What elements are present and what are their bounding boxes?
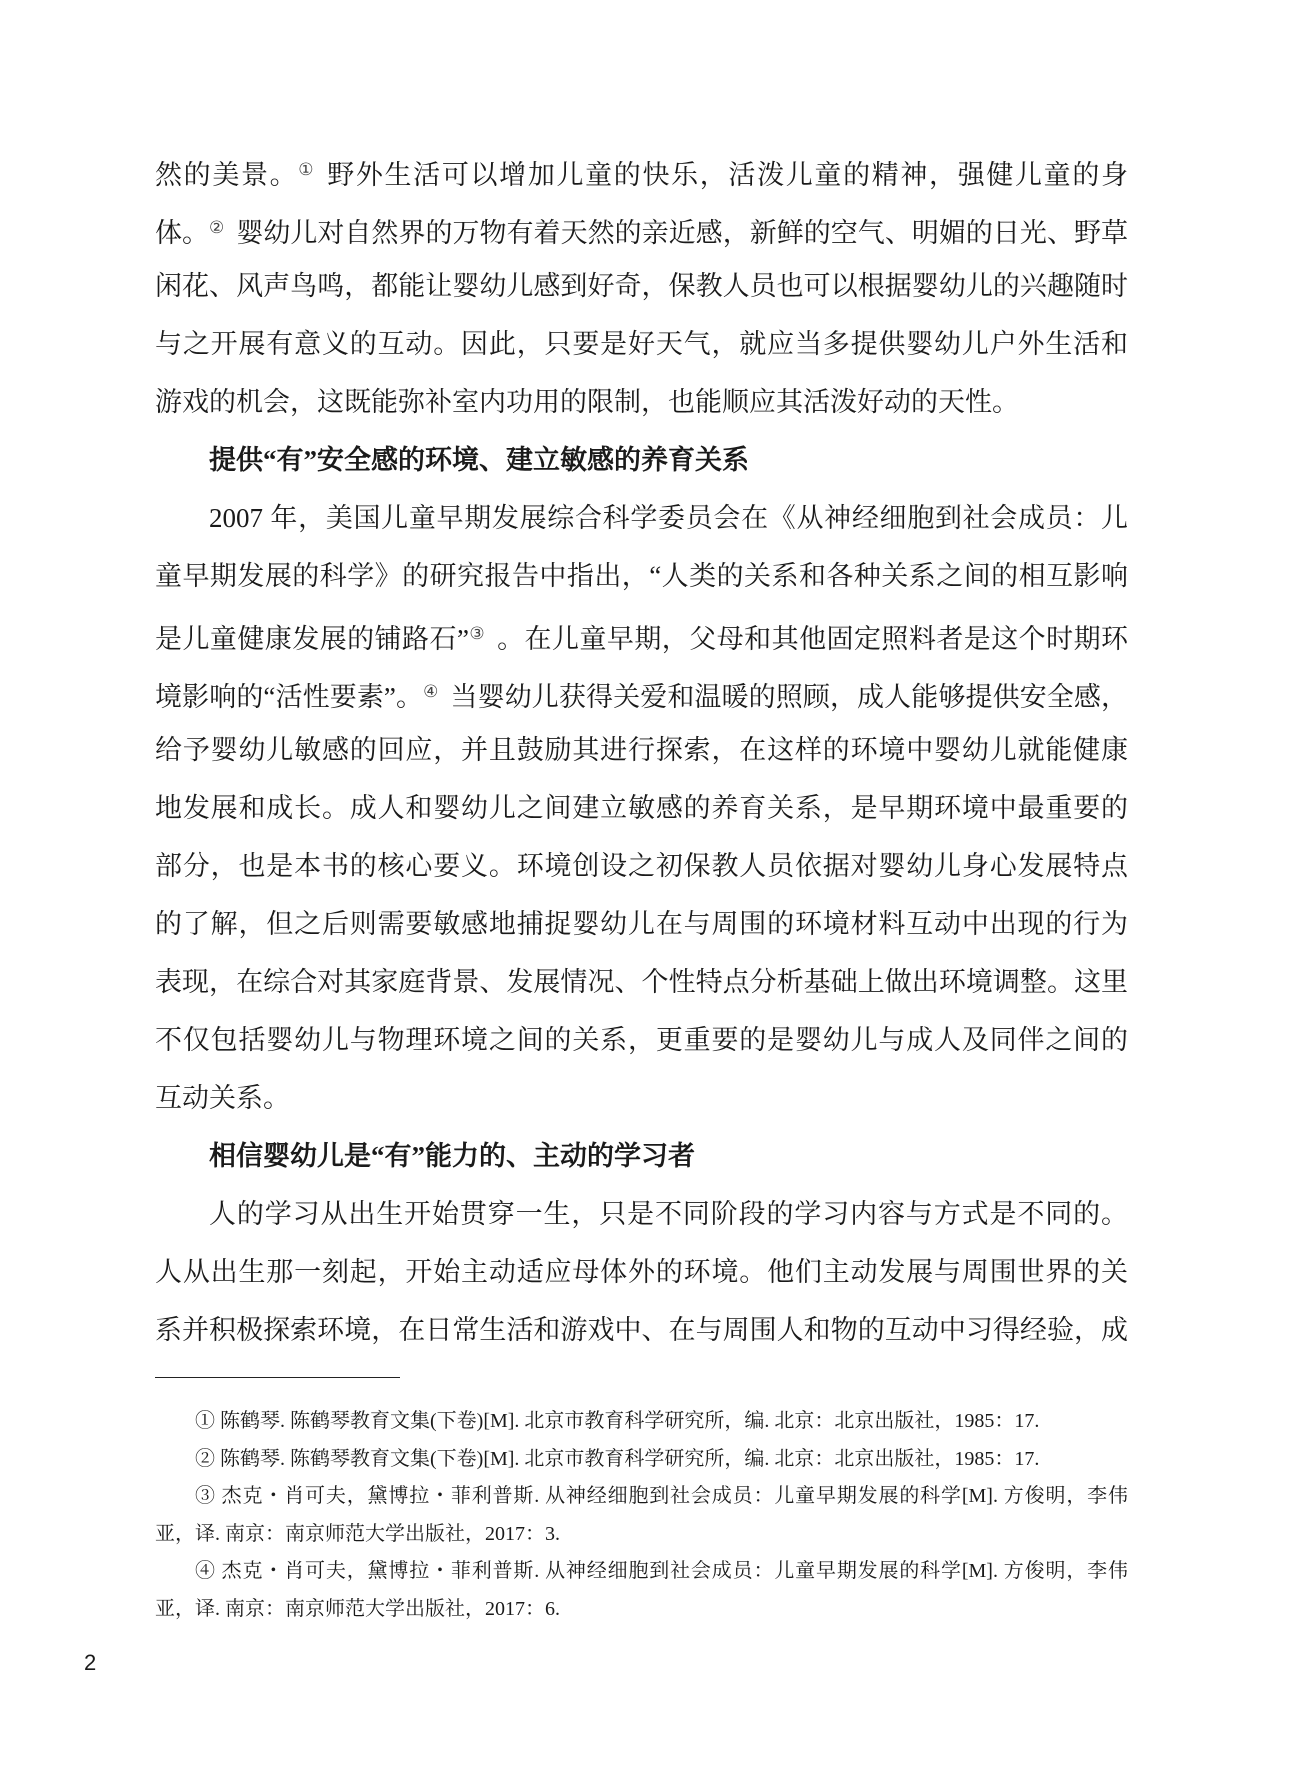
text-run: 闲花、风声鸟鸣，都能让婴幼儿感到好奇，保教人员也可以根据婴幼儿的兴趣随时 — [155, 271, 1128, 301]
text-run: 互动关系。 — [155, 1083, 290, 1113]
page-number: 2 — [84, 1650, 97, 1675]
text-run: 表现，在综合对其家庭背景、发展情况、个性特点分析基础上做出环境调整。这里 — [155, 967, 1128, 997]
body-line — [155, 547, 1128, 605]
text-run: 境影响的“活性要素”。 — [155, 682, 424, 712]
body-line — [155, 663, 1128, 721]
text-run: 提供“有”安全感的环境、建立敏感的养育关系 — [209, 445, 749, 475]
body-line — [155, 257, 1128, 315]
footnote-line: 亚，译. 南京：南京师范大学出版社，2017：3. — [155, 1522, 560, 1545]
footnote-ref[interactable]: ④ — [423, 682, 439, 701]
text-run: 2007 年，美国儿童早期发展综合科学委员会在《从神经细胞到社会成员：儿 — [209, 503, 1128, 533]
text-run: 游戏的机会，这既能弥补室内功用的限制，也能顺应其活泼好动的天性。 — [155, 387, 1019, 417]
footnote-line: ① 陈鹤琴. 陈鹤琴教育文集(下卷)[M]. 北京市教育科学研究所，编. 北京：北京出版社，1985：17. — [195, 1410, 1040, 1432]
body-line — [155, 373, 1128, 431]
text-run: 部分，也是本书的核心要义。环境创设之初保教人员依据对婴幼儿身心发展特点 — [155, 851, 1128, 881]
text-run: 童早期发展的科学》的研究报告中指出，“人类的关系和各种关系之间的相互影响 — [155, 561, 1128, 591]
body-line — [155, 953, 1128, 1011]
text-run: 当婴幼儿获得关爱和温暖的照顾，成人能够提供安全感， — [450, 682, 1129, 712]
footnotes — [155, 1403, 1128, 1629]
footnote-line: ③ 杰克・肖可夫，黛博拉・菲利普斯. 从神经细胞到社会成员：儿童早期发展的科学[M]. 方俊明，李伟 — [195, 1485, 1128, 1508]
body-line — [155, 895, 1128, 953]
text-run: 体。 — [155, 218, 210, 248]
text-run: 与之开展有意义的互动。因此，只要是好天气，就应当多提供婴幼儿户外生活和 — [155, 329, 1128, 359]
text-run: 的了解，但之后则需要敏感地捕捉婴幼儿在与周围的环境材料互动中出现的行为 — [155, 909, 1128, 939]
body-line — [155, 779, 1128, 837]
body-line — [155, 837, 1128, 895]
text-run: 人从出生那一刻起，开始主动适应母体外的环境。他们主动发展与周围世界的关 — [155, 1257, 1128, 1287]
text-run: 相信婴幼儿是“有”能力的、主动的学习者 — [209, 1141, 695, 1171]
footnote-ref[interactable]: ③ — [468, 624, 486, 643]
body-line — [155, 315, 1128, 373]
text-run: 人的学习从出生开始贯穿一生，只是不同阶段的学习内容与方式是不同的。 — [209, 1199, 1128, 1229]
footnote-divider — [155, 1377, 400, 1378]
text-run: 给予婴幼儿敏感的回应，并且鼓励其进行探索，在这样的环境中婴幼儿就能健康 — [155, 735, 1128, 765]
body-line — [155, 489, 1128, 547]
text-run: 。在儿童早期，父母和其他固定照料者是这个时期环 — [497, 624, 1129, 654]
text-run: 不仅包括婴幼儿与物理环境之间的关系，更重要的是婴幼儿与成人及同伴之间的 — [155, 1025, 1128, 1055]
footnote-ref[interactable]: ① — [298, 160, 316, 179]
section-heading — [155, 431, 1128, 489]
body-line — [155, 605, 1128, 663]
footnote-line: ② 陈鹤琴. 陈鹤琴教育文集(下卷)[M]. 北京市教育科学研究所，编. 北京：北京出版社，1985：17. — [195, 1447, 1040, 1470]
body-line — [155, 1301, 1128, 1359]
text-run: 系并积极探索环境，在日常生活和游戏中、在与周围人和物的互动中习得经验，成 — [155, 1315, 1128, 1345]
body-line — [155, 1185, 1128, 1243]
body-line — [155, 1011, 1128, 1069]
section-heading — [155, 1127, 1128, 1185]
body-text — [155, 141, 1128, 1359]
body-line — [155, 1069, 1128, 1127]
body-line — [155, 141, 1128, 199]
body-line — [155, 199, 1128, 257]
body-line — [155, 1243, 1128, 1301]
text-run: 地发展和成长。成人和婴幼儿之间建立敏感的养育关系，是早期环境中最重要的 — [155, 793, 1128, 823]
footnote-line: 亚，译. 南京：南京师范大学出版社，2017：6. — [155, 1597, 560, 1620]
text-run: 婴幼儿对自然界的万物有着天然的亲近感，新鲜的空气、明媚的日光、野草 — [236, 218, 1128, 248]
text-run: 野外生活可以增加儿童的快乐，活泼儿童的精神，强健儿童的身 — [327, 160, 1128, 190]
text-run: 然的美景。 — [155, 160, 299, 190]
body-line — [155, 721, 1128, 779]
footnote-line: ④ 杰克・肖可夫，黛博拉・菲利普斯. 从神经细胞到社会成员：儿童早期发展的科学[M]. 方俊明，李伟 — [195, 1560, 1128, 1583]
text-run: 是儿童健康发展的铺路石” — [155, 624, 469, 654]
footnote-ref[interactable]: ② — [209, 218, 225, 237]
